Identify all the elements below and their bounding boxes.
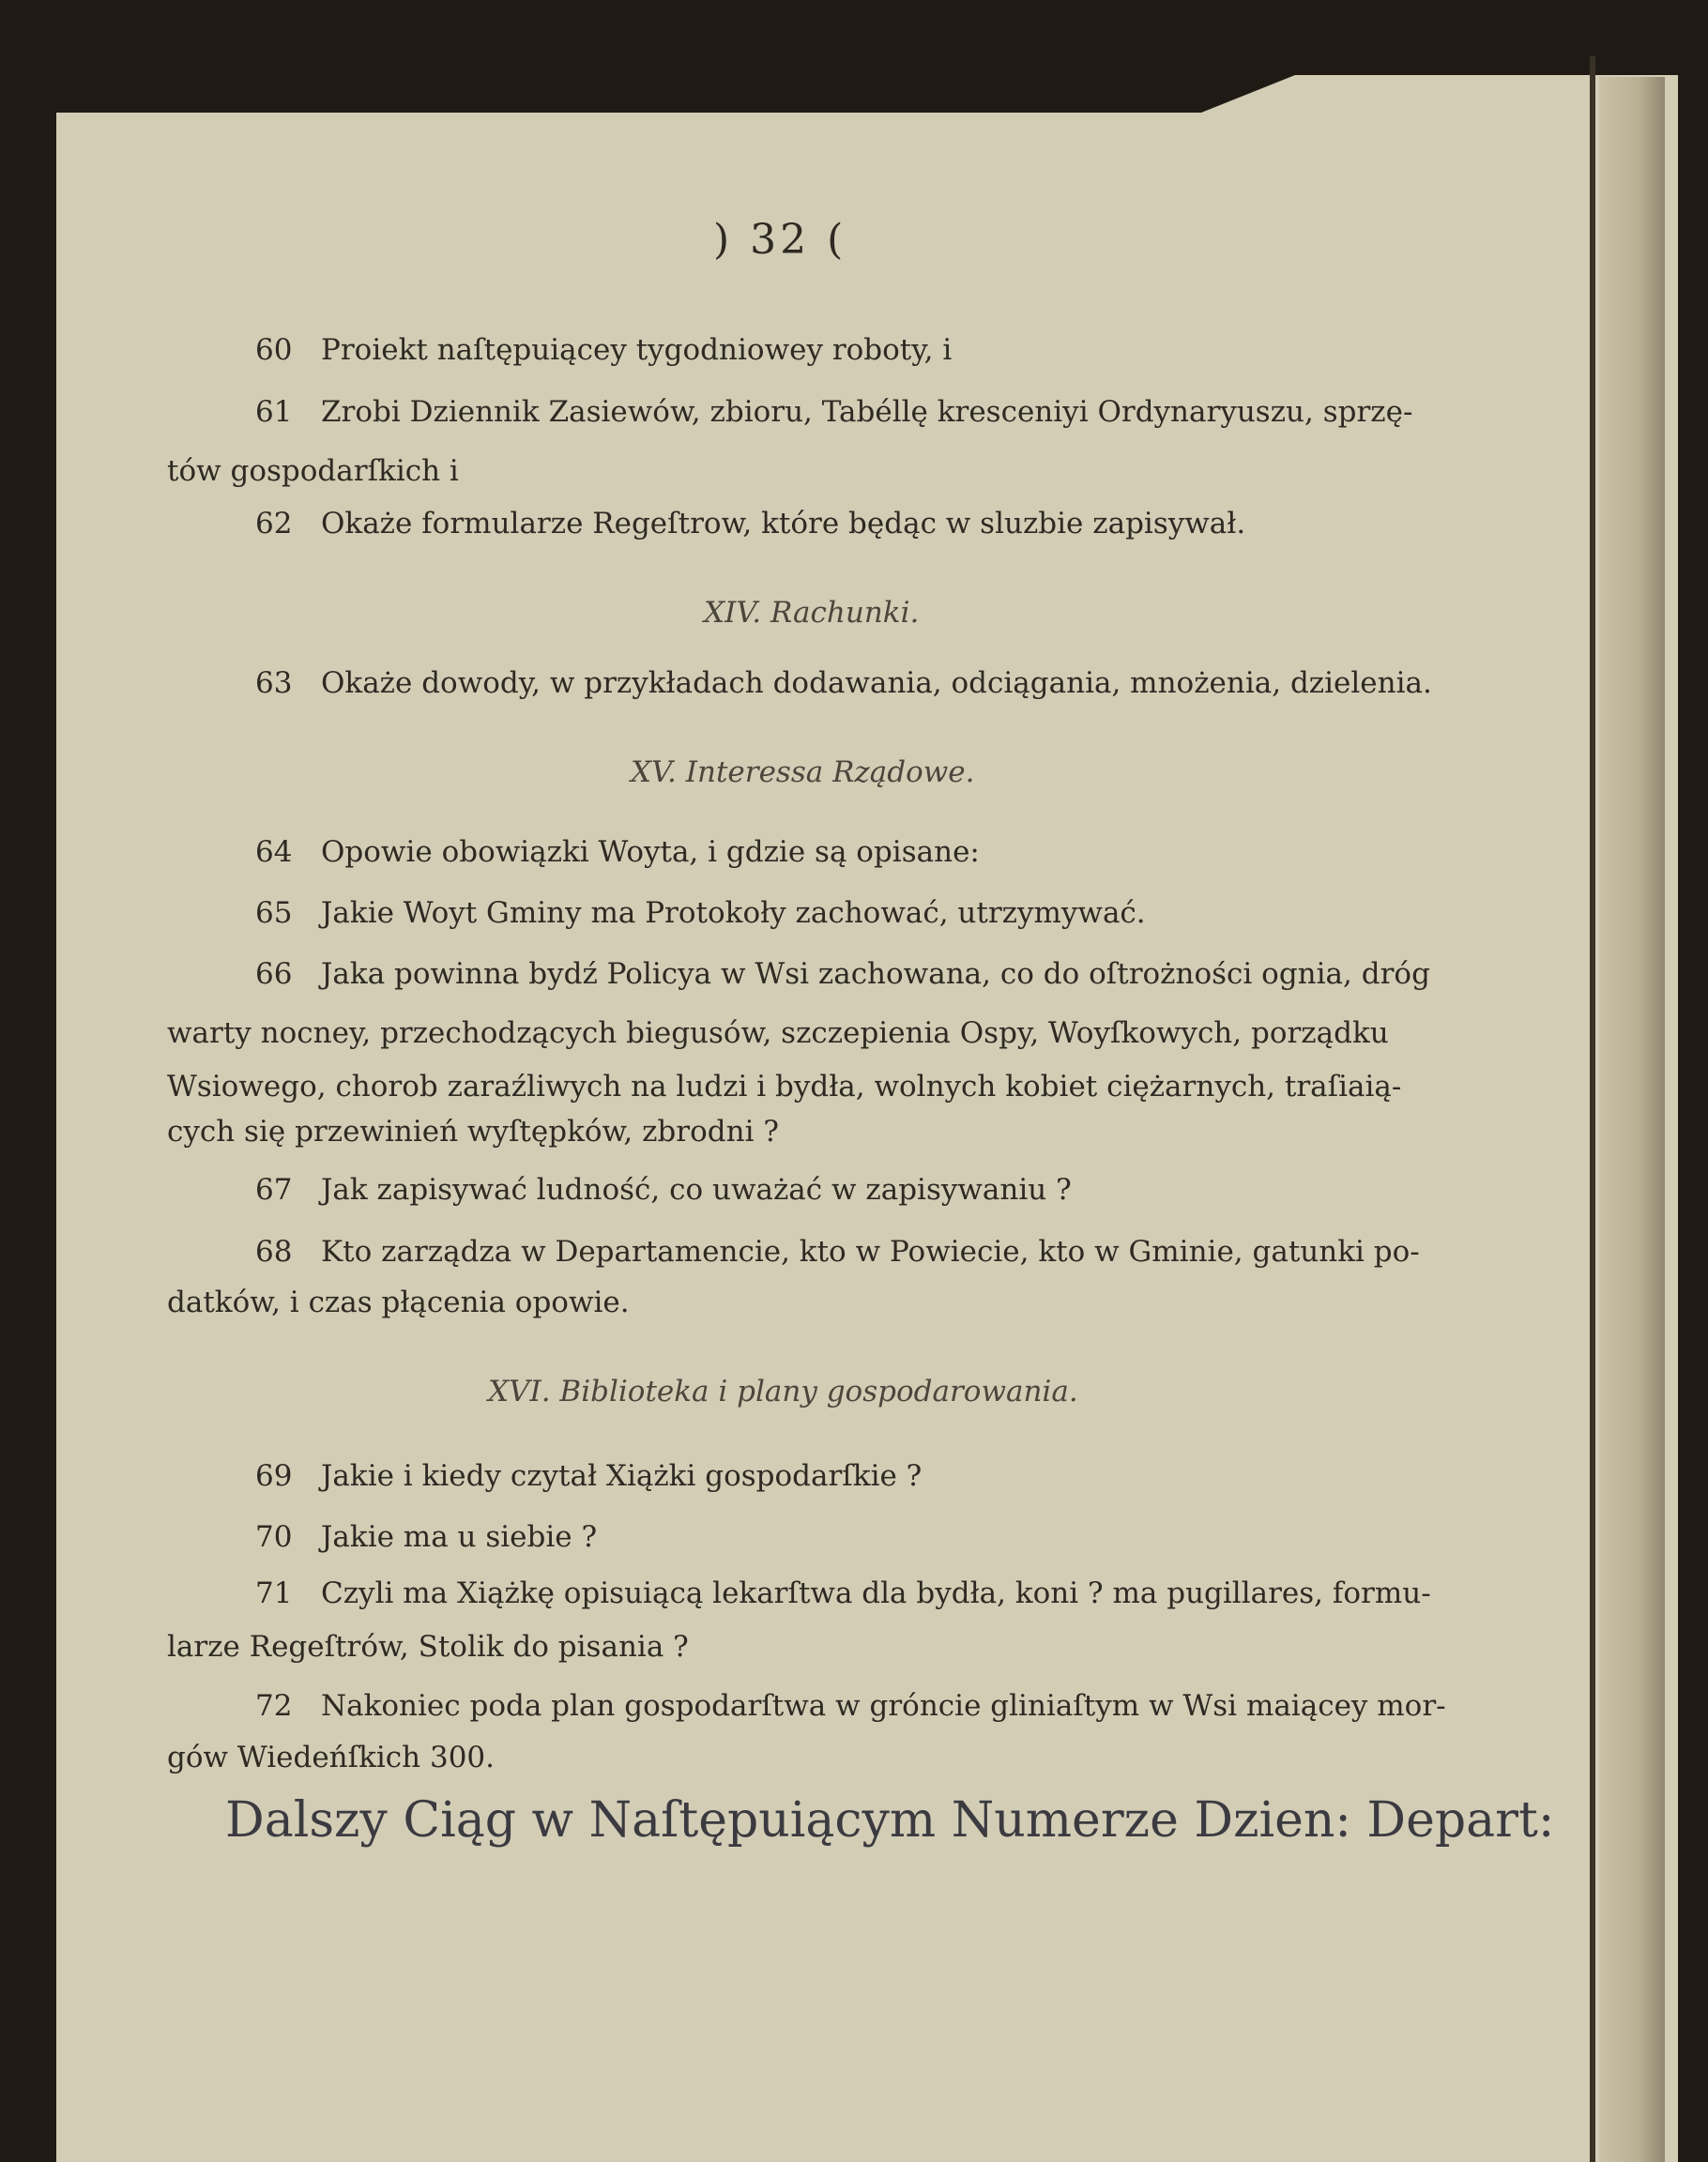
item-66-cont-1: warty nocney, przechodzących biegusów, szczepienia Ospy, Woyſkowych, porządku bbox=[167, 1016, 1389, 1050]
item-68-cont: datków, i czas płącenia opowie. bbox=[167, 1286, 630, 1319]
page-number: ) 32 ( bbox=[713, 216, 847, 264]
item-72: 72 Nakoniec poda plan gospodarſtwa w grόncie gliniaſtym w Wsi maiącey mor- bbox=[255, 1689, 1446, 1723]
section-xiv-title: XIV. Rachunki. bbox=[704, 596, 920, 630]
section-xv-title: XV. Interessa Rządowe. bbox=[631, 755, 975, 789]
item-61: 61 Zrobi Dziennik Zasiewów, zbioru, Tabéllę kresceniyi Ordynaryuszu, sprzę- bbox=[255, 395, 1413, 429]
item-71-cont: larze Regeſtrów, Stolik do pisania ? bbox=[167, 1630, 689, 1664]
item-63: 63 Okaże dowody, w przykładach dodawania, odciągania, mnożenia, dzielenia. bbox=[255, 666, 1432, 700]
item-62: 62 Okaże formularze Regeſtrow, które będąc w sluzbie zapisywał. bbox=[255, 507, 1246, 540]
item-71: 71 Czyli ma Xiążkę opisuiącą lekarſtwa dla bydła, koni ? ma pugillares, formu- bbox=[255, 1576, 1431, 1610]
item-68: 68 Kto zarządza w Departamencie, kto w Powiecie, kto w Gminie, gatunki po- bbox=[255, 1235, 1420, 1269]
item-70: 70 Jakie ma u siebie ? bbox=[255, 1520, 598, 1554]
item-61-cont: tów gospodarſkich i bbox=[167, 454, 459, 488]
item-66-cont-2: Wsiowego, chorob zaraźliwych na ludzi i bydła, wolnych kobiet ciężarnych, traſiaią- bbox=[167, 1070, 1402, 1104]
continuation-notice: Dalszy Ciąg w Naſtępuiącym Numerze Dzien: Depart: bbox=[225, 1792, 1555, 1849]
binding-line bbox=[1590, 56, 1595, 2162]
item-65: 65 Jakie Woyt Gminy ma Protokoły zachować, utrzymywać. bbox=[255, 896, 1146, 930]
item-66: 66 Jaka powinna bydź Policya w Wsi zachowana, co do oſtrożności ognia, dróg bbox=[255, 957, 1430, 991]
section-xvi-title: XVI. Biblioteka i plany gospodarowania. bbox=[488, 1375, 1078, 1408]
page-edge bbox=[1599, 77, 1665, 2162]
item-72-cont: gów Wiedeńſkich 300. bbox=[167, 1741, 496, 1774]
item-60: 60 Proiekt naſtępuiącey tygodniowey roboty, i bbox=[255, 333, 953, 367]
item-69: 69 Jakie i kiedy czytał Xiążki gospodarſkie ? bbox=[255, 1459, 923, 1493]
item-66-cont-3: cych się przewinień wyſtępków, zbrodni ? bbox=[167, 1115, 779, 1149]
item-67: 67 Jak zapisywać ludność, co uważać w zapisywaniu ? bbox=[255, 1173, 1072, 1207]
item-64: 64 Opowie obowiązki Woyta, i gdzie są opisane: bbox=[255, 835, 980, 869]
